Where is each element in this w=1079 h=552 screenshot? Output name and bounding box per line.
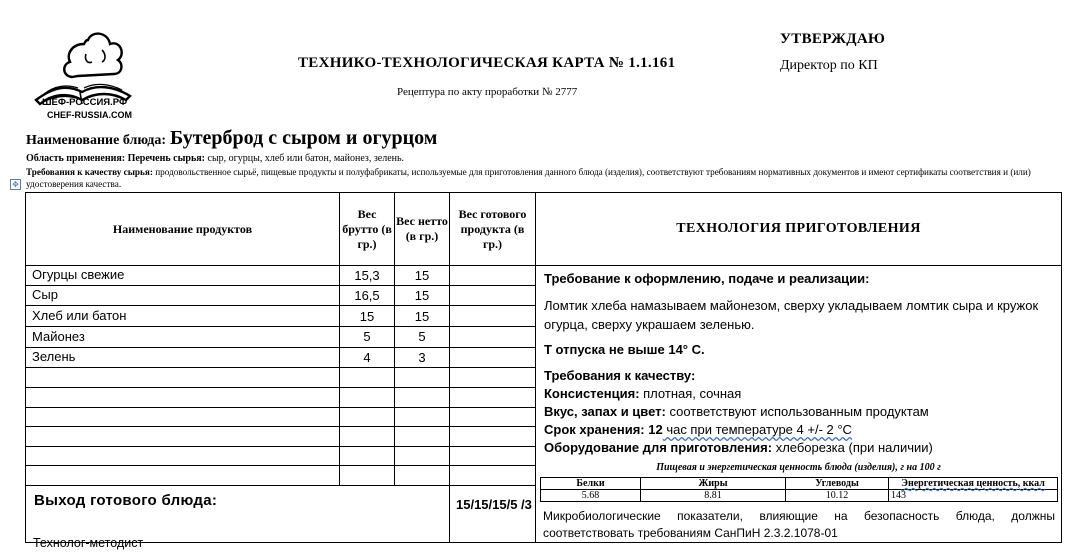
product-name[interactable]: Зелень bbox=[26, 347, 340, 368]
nutrition-header-protein: Белки bbox=[541, 478, 641, 490]
nutrition-value-energy: 143 bbox=[889, 490, 1058, 502]
application-area bbox=[26, 153, 404, 164]
taste-label: Вкус, запах и цвет: bbox=[544, 404, 666, 419]
product-net[interactable] bbox=[395, 368, 450, 388]
serving-requirements-title: Требование к оформлению, подаче и реализации: bbox=[544, 271, 870, 286]
dish-name-label: Наименование блюда: bbox=[26, 133, 166, 148]
raw-list-label: Перечень сырья: bbox=[127, 153, 206, 164]
product-name[interactable] bbox=[26, 466, 340, 486]
director-label: Директор по КП bbox=[780, 58, 878, 73]
consistency-line bbox=[536, 385, 1061, 403]
product-net[interactable]: 15 bbox=[395, 306, 450, 327]
nutrition-table bbox=[540, 477, 1058, 502]
product-gross[interactable] bbox=[340, 427, 395, 447]
header-ready-weight: Вес готового продукта (в гр.) bbox=[450, 193, 536, 266]
product-gross[interactable] bbox=[340, 368, 395, 388]
product-name[interactable] bbox=[26, 407, 340, 427]
product-name[interactable] bbox=[26, 387, 340, 407]
product-ready[interactable] bbox=[450, 368, 536, 388]
equipment-value: хлеборезка (при наличии) bbox=[772, 440, 933, 455]
product-ready[interactable] bbox=[450, 326, 536, 347]
product-net[interactable] bbox=[395, 387, 450, 407]
consistency-label: Консистенция: bbox=[544, 386, 640, 401]
raw-quality-label: Требования к качеству сырья: bbox=[26, 167, 153, 177]
dish-name-value: Бутерброд с сыром и огурцом bbox=[169, 127, 438, 149]
product-gross[interactable] bbox=[340, 407, 395, 427]
document-title: ТЕХНИКО-ТЕХНОЛОГИЧЕСКАЯ КАРТА № 1.1.161 bbox=[298, 55, 676, 71]
application-area-label: Область применения: bbox=[26, 153, 126, 164]
product-ready[interactable] bbox=[450, 427, 536, 447]
equipment-label: Оборудование для приготовления: bbox=[544, 440, 773, 455]
product-net[interactable] bbox=[395, 446, 450, 466]
nutrition-value-protein: 5.68 bbox=[541, 490, 641, 502]
serving-temperature: Т отпуска не выше 14° С. bbox=[544, 342, 705, 357]
logo-text-en: CHEF-RUSSIA.COM bbox=[47, 110, 132, 120]
recipe-reference: Рецептура по акту проработки № 2777 bbox=[397, 86, 578, 98]
serving-description: Ломтик хлеба намазываем майонезом, сверху укладываем ломтик сыра и кружок огурца, сверху украшаем зеленью. bbox=[544, 298, 1039, 332]
product-ready[interactable] bbox=[450, 285, 536, 306]
nutrition-header-fat: Жиры bbox=[641, 478, 786, 490]
nutrition-header-energy: Энергетическая ценность, ккал bbox=[889, 478, 1058, 490]
equipment-line bbox=[536, 439, 1061, 457]
product-net[interactable] bbox=[395, 427, 450, 447]
product-gross[interactable]: 4 bbox=[340, 347, 395, 368]
header-gross-weight: Вес брутто (в гр.) bbox=[340, 193, 395, 266]
technology-content bbox=[536, 266, 1061, 542]
header-technology: ТЕХНОЛОГИЯ ПРИГОТОВЛЕНИЯ bbox=[536, 193, 1062, 266]
nutrition-header-carbs: Углеводы bbox=[786, 478, 889, 490]
product-ready[interactable] bbox=[450, 446, 536, 466]
product-net[interactable]: 5 bbox=[395, 326, 450, 347]
quality-requirements-title: Требования к качеству: bbox=[544, 368, 696, 383]
microbiology-text: Микробиологические показатели, влияющие на безопасность блюда, должны соответствовать требованиям СанПиН 2.3.2.1078-01 bbox=[543, 509, 1055, 540]
product-net[interactable] bbox=[395, 407, 450, 427]
raw-list-text: сыр, огурцы, хлеб или батон, майонез, зелень. bbox=[205, 153, 405, 164]
product-gross[interactable]: 15 bbox=[340, 306, 395, 327]
logo-text-ru: ШЕФ-РОССИЯ.РФ bbox=[42, 97, 128, 108]
storage-line bbox=[536, 421, 1061, 439]
tech-card-table bbox=[25, 192, 1062, 543]
product-net[interactable]: 15 bbox=[395, 266, 450, 286]
technology-cell bbox=[536, 266, 1062, 543]
product-gross[interactable]: 5 bbox=[340, 326, 395, 347]
product-gross[interactable] bbox=[340, 446, 395, 466]
product-gross[interactable] bbox=[340, 387, 395, 407]
product-name[interactable]: Майонез bbox=[26, 326, 340, 347]
header-net-weight: Вес нетто (в гр.) bbox=[395, 193, 450, 266]
raw-quality-requirements bbox=[26, 166, 1056, 190]
product-gross[interactable]: 15,3 bbox=[340, 266, 395, 286]
product-ready[interactable] bbox=[450, 306, 536, 327]
nutrition-title: Пищевая и энергетическая ценность блюда (изделия), г на 100 г bbox=[656, 462, 941, 473]
taste-value: соответствуют использованным продуктам bbox=[665, 404, 929, 419]
product-gross[interactable] bbox=[340, 466, 395, 486]
nutrition-value-fat: 8.81 bbox=[641, 490, 786, 502]
product-name[interactable]: Сыр bbox=[26, 285, 340, 306]
product-ready[interactable] bbox=[450, 266, 536, 286]
product-net[interactable]: 15 bbox=[395, 285, 450, 306]
storage-value: час при температуре 4 +/- 2 °С bbox=[662, 422, 852, 437]
product-ready[interactable] bbox=[450, 347, 536, 368]
product-ready[interactable] bbox=[450, 387, 536, 407]
output-value[interactable]: 15/15/15/5 /3 bbox=[450, 486, 536, 543]
technologist-label: Технолог-методист bbox=[33, 536, 144, 550]
product-name[interactable] bbox=[26, 368, 340, 388]
product-name[interactable] bbox=[26, 446, 340, 466]
raw-quality-text: продовольственное сырьё, пищевые продукты и полуфабрикаты, используемые для приготовления данного блюда (изделия), соответствуют требованиям нормативных документов и имеют сертификаты соответствия и (или) удостоверения качества. bbox=[26, 167, 1031, 189]
approve-label: УТВЕРЖДАЮ bbox=[780, 31, 886, 47]
product-ready[interactable] bbox=[450, 466, 536, 486]
taste-line bbox=[536, 403, 1061, 421]
product-name[interactable]: Хлеб или батон bbox=[26, 306, 340, 327]
product-gross[interactable]: 16,5 bbox=[340, 285, 395, 306]
product-ready[interactable] bbox=[450, 407, 536, 427]
table-move-handle-icon[interactable]: ✥ bbox=[10, 179, 21, 190]
product-net[interactable] bbox=[395, 466, 450, 486]
product-name[interactable] bbox=[26, 427, 340, 447]
product-name[interactable]: Огурцы свежие bbox=[26, 266, 340, 286]
header-product-name: Наименование продуктов bbox=[26, 193, 340, 266]
storage-label: Срок хранения: 12 bbox=[544, 422, 663, 437]
product-net[interactable]: 3 bbox=[395, 347, 450, 368]
dish-name bbox=[26, 127, 437, 150]
nutrition-value-carbs: 10.12 bbox=[786, 490, 889, 502]
consistency-value: плотная, сочная bbox=[639, 386, 742, 401]
output-label: Выход готового блюда: bbox=[26, 486, 450, 543]
